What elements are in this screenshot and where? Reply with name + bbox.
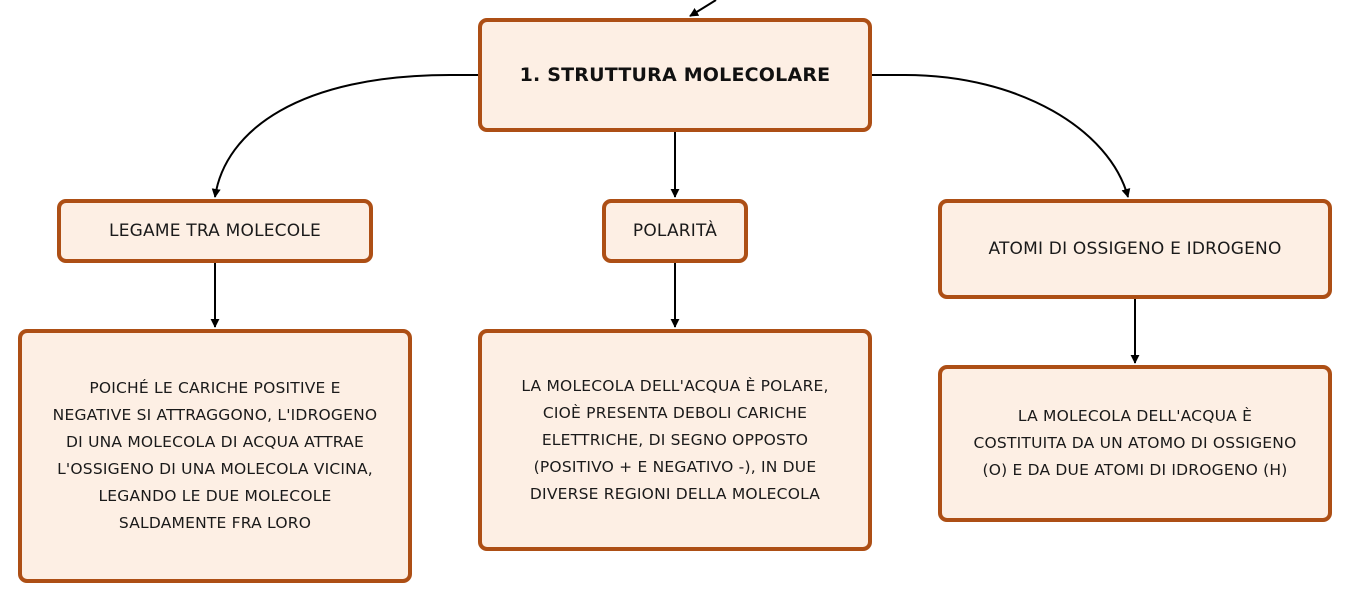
detail-polarita-line: ELETTRICHE, DI SEGNO OPPOSTO	[541, 430, 809, 449]
branch-node-atomi-label: ATOMI DI OSSIGENO E IDROGENO	[988, 239, 1282, 259]
detail-node-atomi[interactable]	[938, 365, 1332, 522]
root-node[interactable]	[478, 18, 872, 132]
root-node-title: 1. STRUTTURA MOLECOLARE	[519, 64, 831, 86]
detail-polarita-line: CIOÈ PRESENTA DEBOLI CARICHE	[542, 403, 808, 422]
branch-node-legame-label: LEGAME TRA MOLECOLE	[109, 221, 321, 241]
detail-node-polarita[interactable]	[478, 329, 872, 551]
connector-incoming-root	[690, 0, 716, 16]
branch-node-legame[interactable]	[57, 199, 373, 263]
detail-atomi-line: LA MOLECOLA DELL'ACQUA È	[1017, 407, 1253, 425]
detail-legame-line: DI UNA MOLECOLA DI ACQUA ATTRAE	[66, 433, 364, 451]
detail-legame-line: LEGANDO LE DUE MOLECOLE	[98, 487, 332, 505]
detail-polarita-line: LA MOLECOLA DELL'ACQUA È POLARE,	[521, 376, 829, 395]
detail-legame-line: NEGATIVE SI ATTRAGGONO, L'IDROGENO	[52, 406, 378, 424]
branch-node-polarita[interactable]	[602, 199, 748, 263]
detail-legame-line: SALDAMENTE FRA LORO	[118, 514, 312, 532]
branch-node-polarita-label: POLARITÀ	[632, 221, 718, 241]
connector-root-to-legame	[215, 75, 479, 197]
detail-node-atomi-text	[974, 403, 1297, 484]
detail-node-legame[interactable]	[18, 329, 412, 583]
detail-polarita-line: (POSITIVO + E NEGATIVO -), IN DUE	[533, 457, 817, 476]
detail-legame-line: L'OSSIGENO DI UNA MOLECOLA VICINA,	[57, 460, 373, 478]
detail-node-legame-text	[53, 375, 378, 537]
detail-node-polarita-text	[521, 373, 828, 508]
connector-root-to-atomi	[871, 75, 1128, 197]
detail-legame-line: POICHÉ LE CARICHE POSITIVE E	[89, 379, 341, 397]
detail-atomi-line: (O) E DA DUE ATOMI DI IDROGENO (H)	[982, 461, 1288, 479]
branch-node-atomi[interactable]	[938, 199, 1332, 299]
detail-polarita-line: DIVERSE REGIONI DELLA MOLECOLA	[529, 484, 821, 503]
detail-atomi-line: COSTITUITA DA UN ATOMO DI OSSIGENO	[973, 434, 1297, 452]
